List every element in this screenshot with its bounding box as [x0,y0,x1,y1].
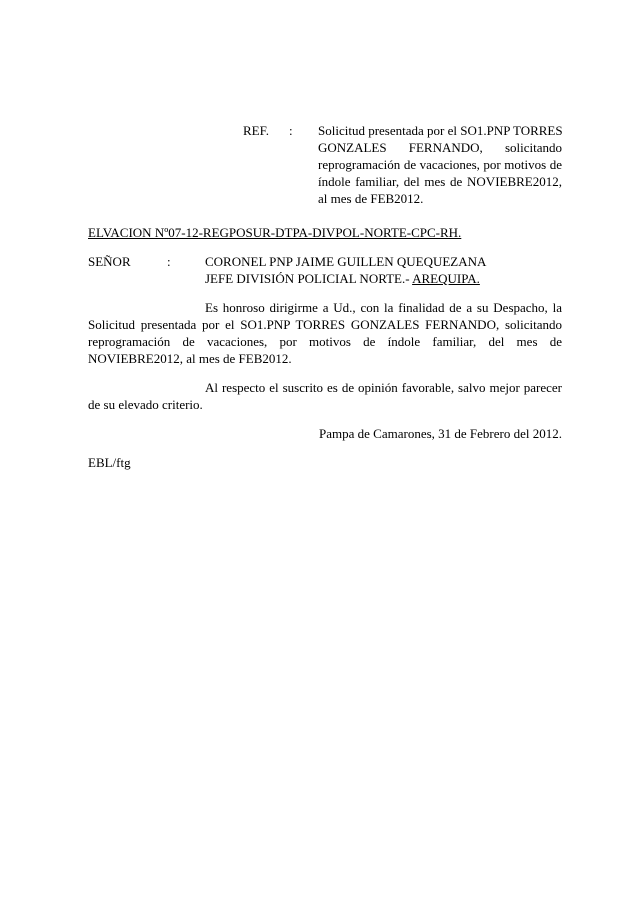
recipient-city: AREQUIPA. [412,271,480,286]
ref-line: al mes de FEB2012. [318,191,424,206]
paragraph1-line: reprogramación de vacaciones, por motivos de índole familiar, del mes de [88,334,562,349]
paragraph1-line: NOVIEBRE2012, al mes de FEB2012. [88,351,292,366]
initials: EBL/ftg [88,455,131,470]
paragraph1-line: Es honroso dirigirme a Ud., con la finalidad de a su Despacho, la [205,300,562,315]
recipient-title-text: JEFE DIVISIÓN POLICIAL NORTE.- [205,271,413,286]
ref-line: reprogramación de vacaciones, por motivos de [318,157,562,172]
paragraph2-line: de su elevado criterio. [88,397,203,412]
paragraph2-line: Al respecto el suscrito es de opinión favorable, salvo mejor parecer [205,380,562,395]
place-date: Pampa de Camarones, 31 de Febrero del 2012. [319,426,562,441]
paragraph1-line: Solicitud presentada por el SO1.PNP TORRES GONZALES FERNANDO, solicitando [88,317,562,332]
ref-line: Solicitud presentada por el SO1.PNP TORRES [318,123,563,138]
recipient-colon: : [167,254,171,269]
ref-line: índole familiar, del mes de NOVIEBRE2012, [318,174,562,189]
elevacion-reference: ELVACION Nº07-12-REGPOSUR-DTPA-DIVPOL-NORTE-CPC-RH. [88,225,462,240]
recipient-title [205,270,480,287]
ref-label: REF. [243,123,270,138]
recipient-label: SEÑOR [88,254,131,269]
ref-subject [318,122,562,207]
ref-colon: : [289,123,293,138]
ref-line: GONZALES FERNANDO, solicitando [318,140,562,155]
recipient-name: CORONEL PNP JAIME GUILLEN QUEQUEZANA [205,254,487,269]
